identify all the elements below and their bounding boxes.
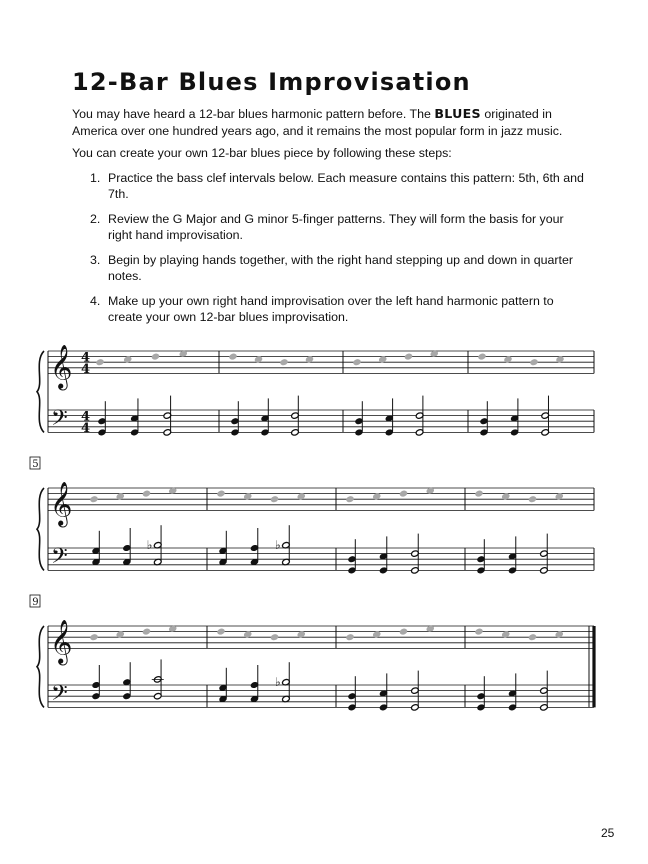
page-title: 12-Bar Blues Improvisation: [72, 68, 471, 96]
ghost-note: [399, 490, 408, 497]
step-text: Review the G Major and G minor 5-finger patterns. They will form the basis for your right hand improvisation.: [108, 212, 564, 242]
ghost-note: [217, 490, 226, 497]
treble-clef-icon: 𝄞: [50, 481, 73, 526]
ghost-note: [229, 353, 238, 360]
time-signature-top: 4: [81, 350, 91, 366]
flat-sign-icon: ♭: [274, 538, 281, 553]
time-signature-top: 4: [81, 409, 91, 425]
ghost-note: [96, 359, 105, 366]
time-signature-bottom: 4: [81, 420, 91, 436]
bass-clef-icon: 𝄢: [51, 543, 68, 574]
ghost-note: [478, 353, 487, 360]
ghost-note: [280, 359, 289, 366]
ghost-note: [151, 353, 160, 360]
step-number: 1.: [90, 171, 101, 185]
ghost-note: [346, 634, 355, 641]
step-text: Begin by playing hands together, with the right hand stepping up and down in quarter notes.: [108, 253, 573, 283]
treble-clef-icon: 𝄞: [50, 619, 73, 664]
measure-number: 5: [32, 459, 39, 470]
step-text: Practice the bass clef intervals below. Each measure contains this pattern: 5th, 6th and 7th.: [108, 171, 584, 201]
brace: [37, 351, 44, 432]
ghost-note: [353, 359, 362, 366]
ghost-note: [270, 634, 279, 641]
bass-clef-icon: 𝄢: [51, 405, 68, 436]
ghost-note: [528, 496, 537, 503]
page-number: 25: [601, 826, 615, 840]
intro-text-end: originated in America over one hundred years ago, and it remains the most popular form in jazz music.: [72, 107, 563, 138]
ghost-note: [528, 634, 537, 641]
brace: [37, 626, 44, 707]
brace: [37, 488, 44, 570]
ghost-note: [90, 634, 99, 641]
ghost-note: [346, 496, 355, 503]
intro-text-start: You may have heard a 12-bar blues harmonic pattern before. The: [72, 107, 435, 121]
blues-term: BLUES: [434, 106, 481, 121]
steps-lead: You can create your own 12-bar blues piece by following these steps:: [72, 146, 452, 160]
ghost-note: [399, 628, 408, 635]
ghost-note: [475, 628, 484, 635]
step-number: 2.: [90, 212, 101, 226]
ghost-note: [530, 359, 539, 366]
measure-number: 9: [32, 597, 39, 608]
ghost-note: [475, 490, 484, 497]
flat-sign-icon: ♭: [274, 675, 281, 690]
ghost-note: [270, 496, 279, 503]
ghost-note: [404, 353, 413, 360]
ghost-note: [217, 628, 226, 635]
ghost-note: [142, 490, 151, 497]
step-number: 3.: [90, 253, 101, 267]
step-number: 4.: [90, 294, 101, 308]
ghost-note: [142, 628, 151, 635]
time-signature-bottom: 4: [81, 361, 91, 377]
treble-clef-icon: 𝄞: [50, 344, 73, 389]
step-text: Make up your own right hand improvisation over the left hand harmonic pattern to create your own 12-bar blues improvisation.: [108, 294, 554, 324]
flat-sign-icon: ♭: [146, 538, 153, 553]
bass-clef-icon: 𝄢: [51, 680, 68, 711]
ghost-note: [90, 496, 99, 503]
